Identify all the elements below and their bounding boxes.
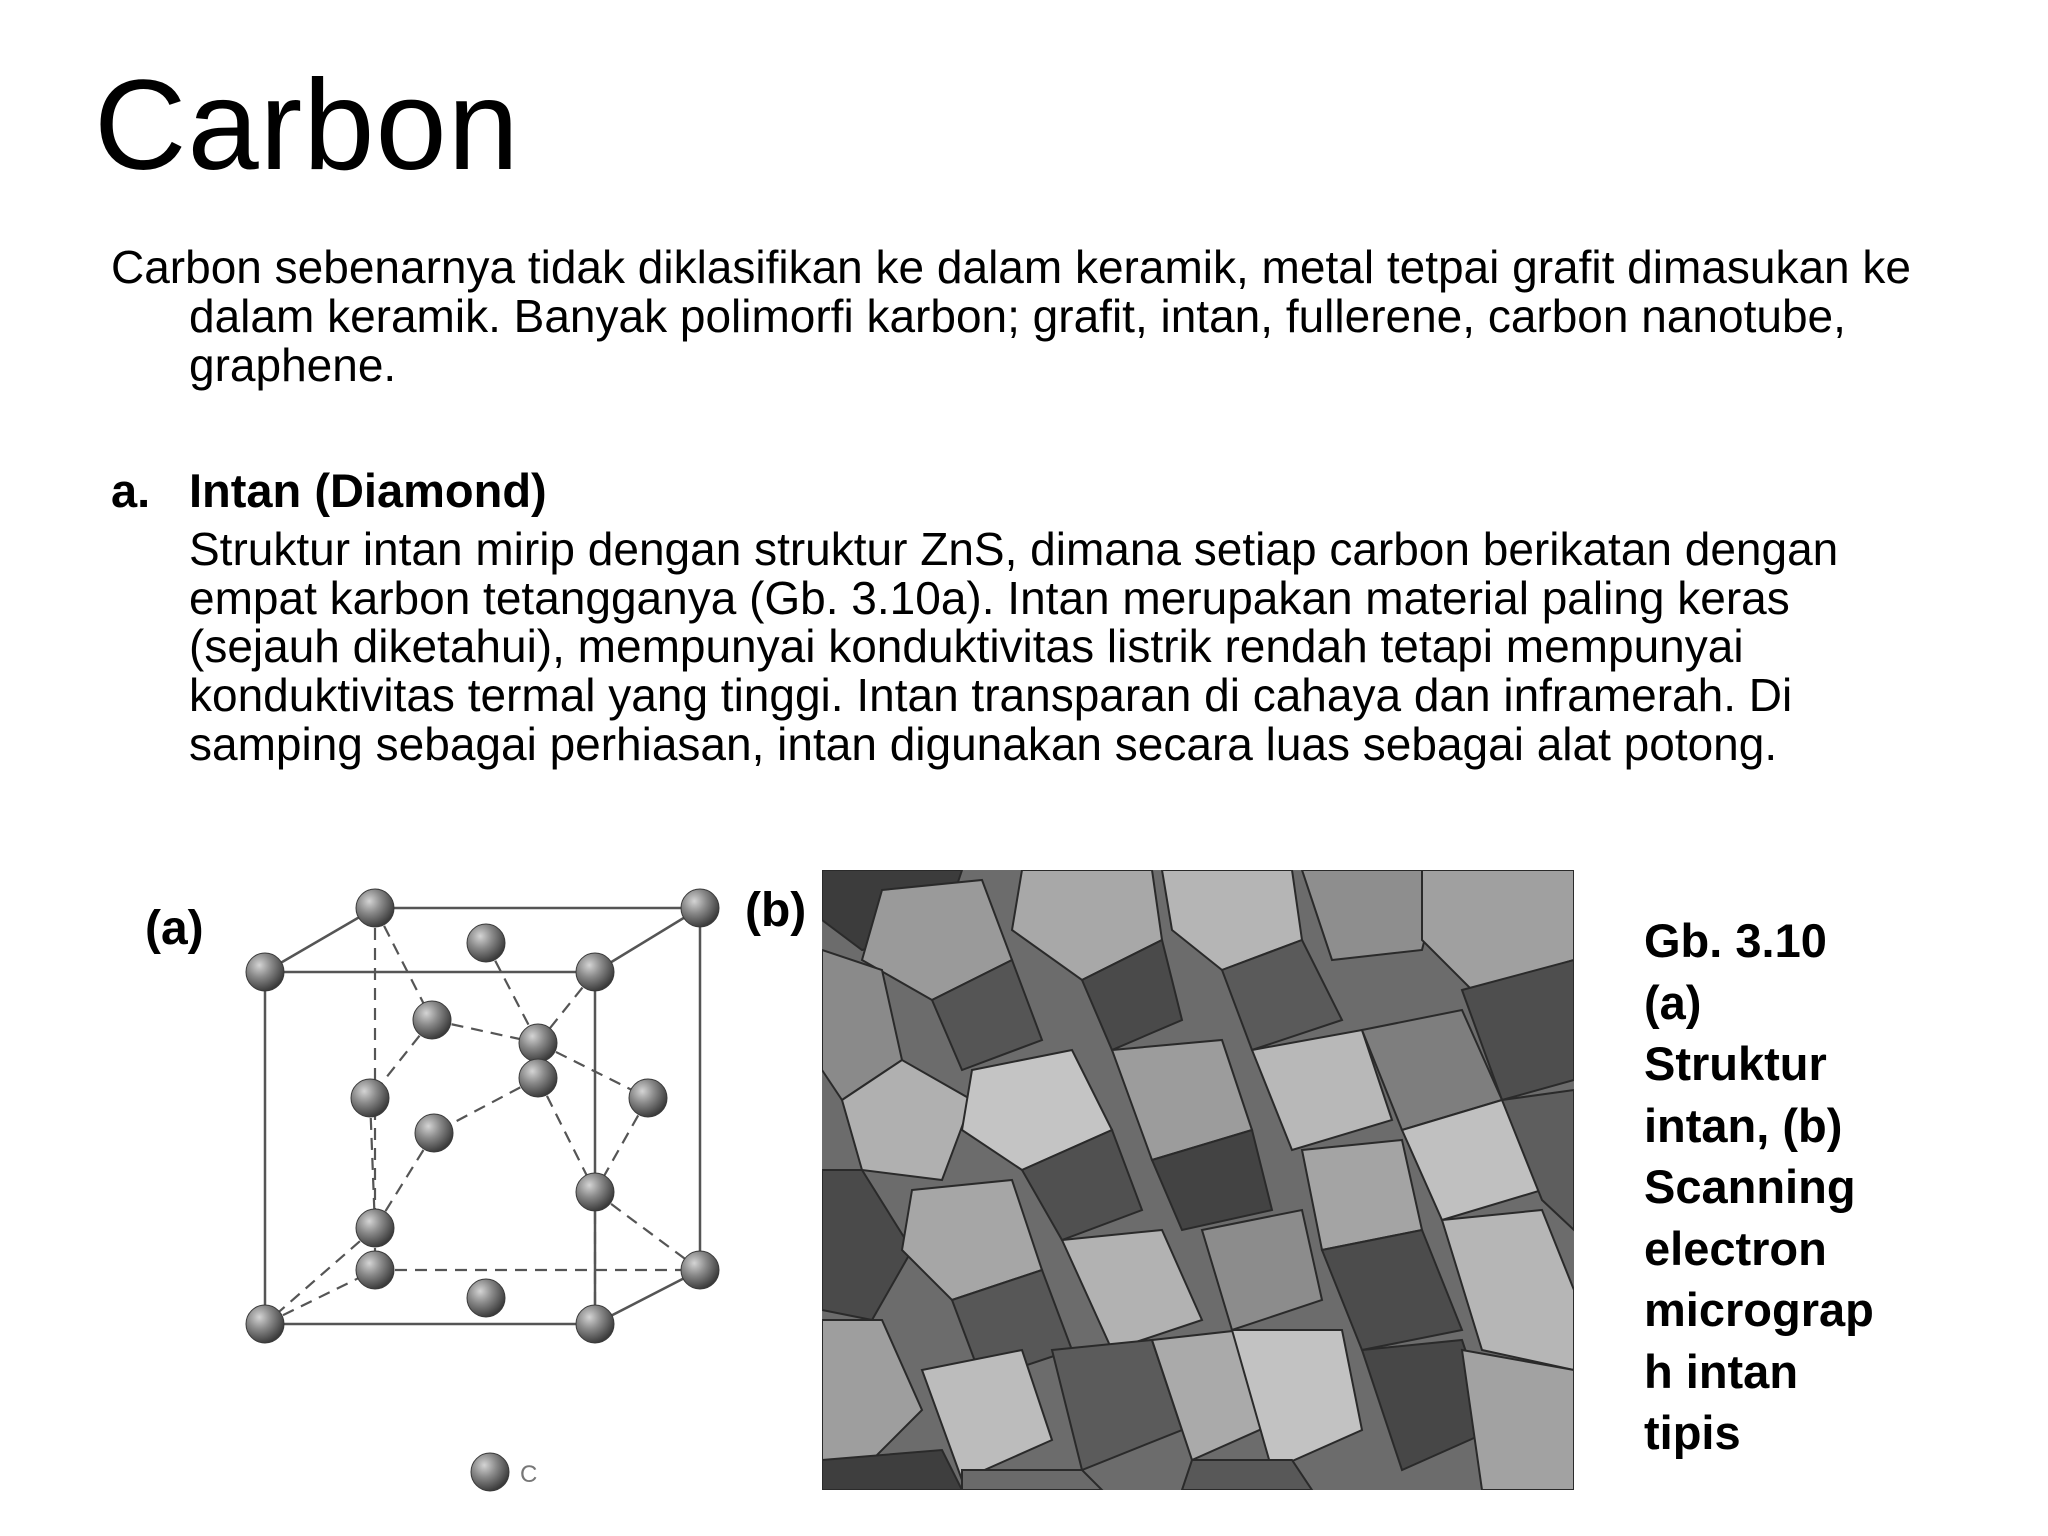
caption-line: Gb. 3.10	[1644, 914, 1827, 967]
carbon-atom	[467, 924, 505, 962]
carbon-atom	[681, 889, 719, 927]
carbon-atom	[576, 1305, 614, 1343]
carbon-atom	[519, 1024, 557, 1062]
carbon-atom	[467, 1279, 505, 1317]
carbon-atom	[356, 1251, 394, 1289]
figure-caption	[1644, 910, 1914, 1464]
intro-paragraph: Carbon sebenarnya tidak diklasifikan ke dalam keramik, metal tetpai grafit dimasukan ke dalam keramik. Banyak polimorfi karbon; grafit, intan, fullerene, carbon nanotube, graphene.	[111, 241, 1911, 391]
caption-line: (a)	[1644, 975, 1702, 1029]
legend-atom	[471, 1453, 509, 1491]
carbon-atom	[246, 953, 284, 991]
carbon-atom	[356, 1209, 394, 1247]
section-marker: a.	[111, 464, 151, 517]
carbon-atom	[246, 1305, 284, 1343]
sem-micrograph	[822, 870, 1574, 1490]
carbon-atom	[351, 1079, 389, 1117]
carbon-atom	[415, 1114, 453, 1152]
section-heading-text: Intan (Diamond)	[189, 464, 547, 517]
lattice-cube-lines	[265, 908, 700, 1324]
carbon-atom	[681, 1251, 719, 1289]
caption-line: tipis	[1644, 1406, 1741, 1459]
caption-line: Scanning	[1644, 1160, 1856, 1213]
carbon-atom	[356, 889, 394, 927]
figure-label-b: (b)	[745, 884, 807, 937]
caption-line: h intan	[1644, 1344, 1799, 1398]
atom-legend-label: C	[520, 1461, 538, 1488]
caption-line: intan, (b)	[1644, 1098, 1843, 1152]
carbon-atom	[576, 1173, 614, 1211]
slide-title: Carbon	[94, 54, 520, 197]
caption-line: Struktur	[1644, 1037, 1827, 1090]
carbon-atoms	[246, 889, 719, 1491]
section-body: Struktur intan mirip dengan struktur ZnS, dimana setiap carbon berikatan dengan empat karbon tetangganya (Gb. 3.10a). Intan merupakan material paling keras (sejauh diketahui), mempunyai konduktivitas listrik rendah tetapi mempunyai konduktivitas termal yang tinggi. Intan transparan di cahaya dan inframerah. Di samping sebagai perhiasan, intan digunakan secara luas sebagai alat potong.	[189, 523, 1839, 770]
caption-line: electron	[1644, 1221, 1827, 1275]
lattice-dashed-lines	[265, 908, 700, 1324]
section-heading	[111, 463, 1911, 519]
carbon-atom	[576, 953, 614, 991]
caption-line: micrograp	[1644, 1283, 1874, 1336]
diamond-structure-diagram	[220, 868, 740, 1508]
carbon-atom	[413, 1001, 451, 1039]
carbon-atom	[629, 1079, 667, 1117]
carbon-atom	[519, 1059, 557, 1097]
figure-label-a: (a)	[145, 902, 204, 955]
section-diamond	[111, 463, 1911, 769]
